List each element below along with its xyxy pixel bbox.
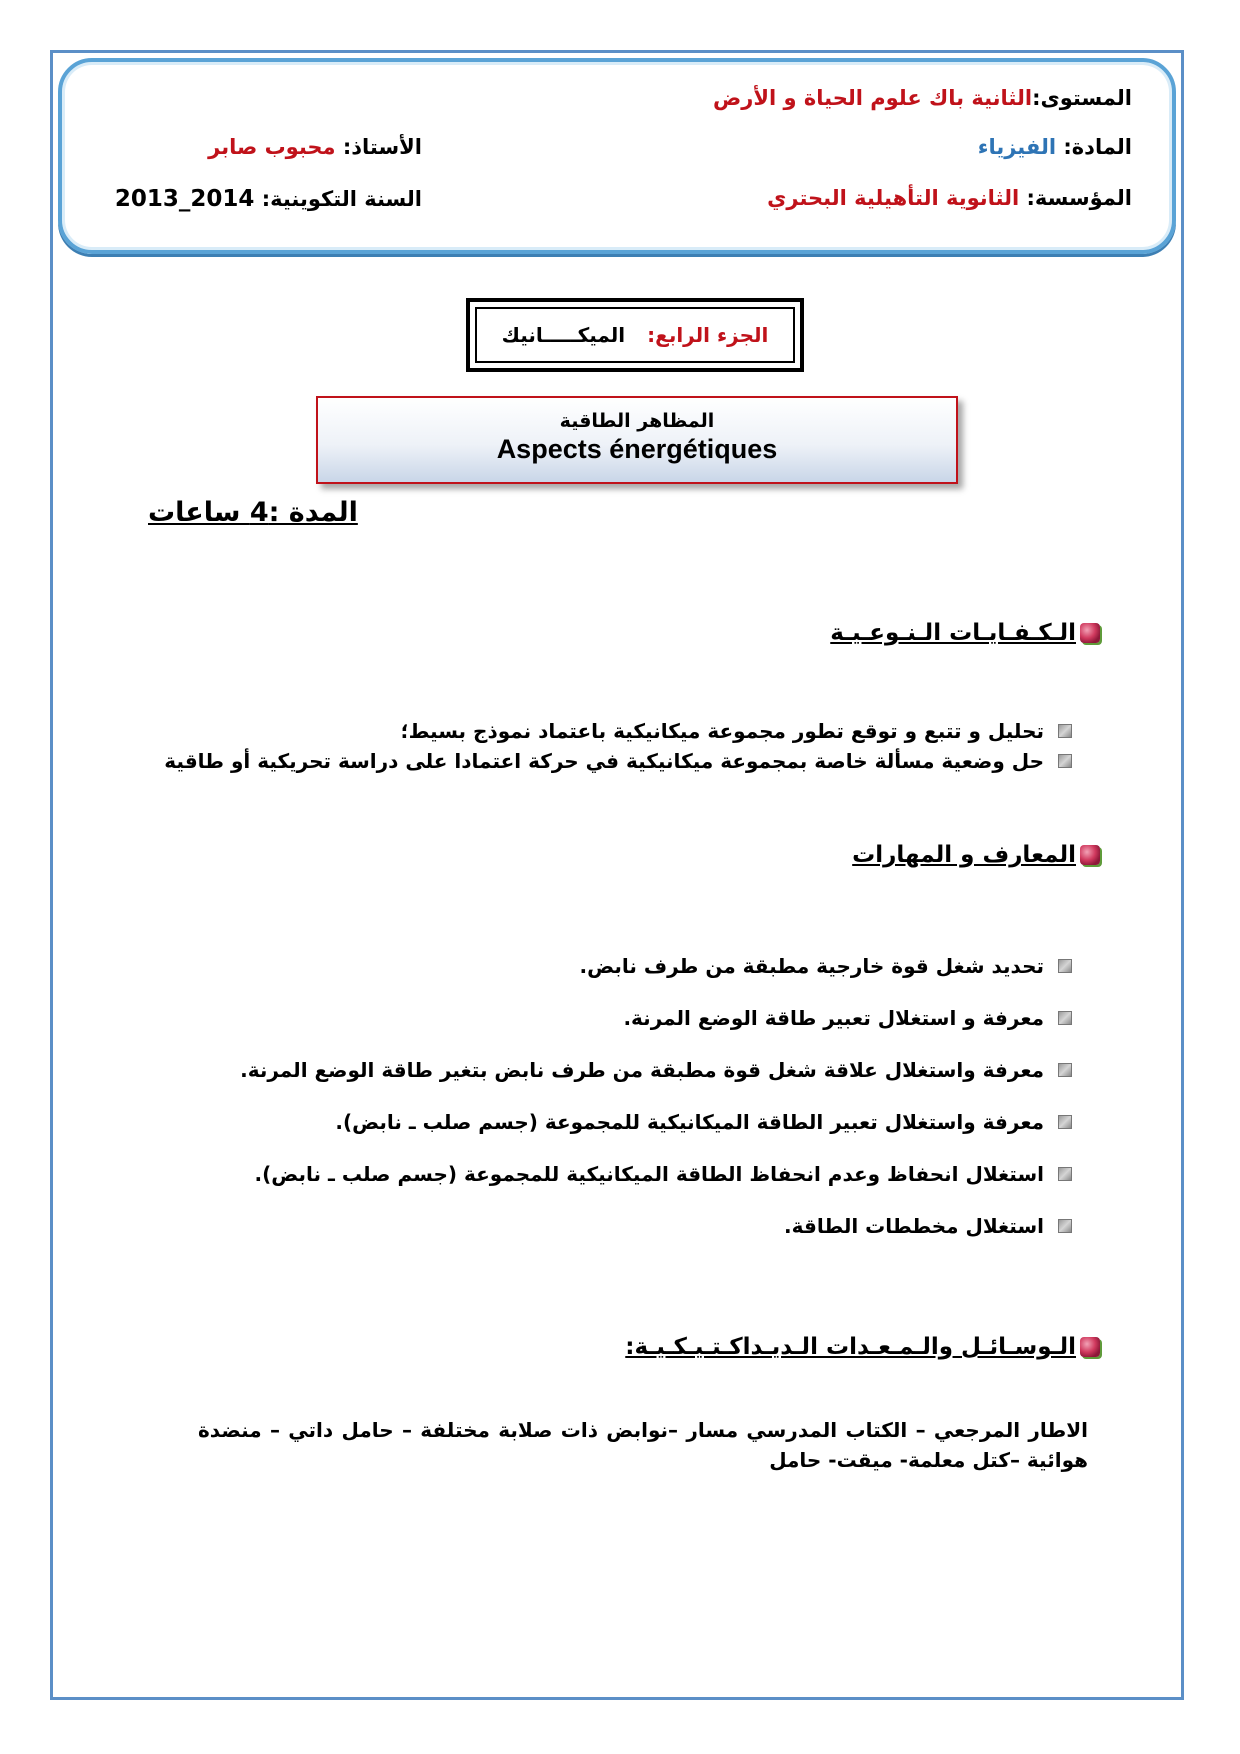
list-item: تحليل و تتبع و توقع تطور مجموعة ميكانيكية باعتماد نموذج بسيط؛ — [164, 716, 1072, 746]
tools-heading — [625, 1334, 1100, 1360]
knowledge-heading — [852, 842, 1100, 868]
square-bullet-icon — [1058, 754, 1072, 768]
square-bullet-icon — [1058, 959, 1072, 973]
part-value: الميكـــــانيك — [501, 323, 626, 347]
teacher-value: محبوب صابر — [208, 135, 336, 159]
part-inner — [475, 307, 795, 363]
square-bullet-icon — [1058, 724, 1072, 738]
tools-title: الـوسـائـل والـمـعـدات الـديـداكـتـيـكـيـة: — [625, 1334, 1076, 1360]
year-value: 2014_2013 — [114, 186, 255, 212]
knowledge-list — [240, 940, 1072, 1252]
square-bullet-icon — [1058, 1011, 1072, 1025]
square-bullet-icon — [1058, 1115, 1072, 1129]
competencies-title: الـكـفـايـات الـنـوعـيـة — [830, 620, 1076, 646]
year-label: السنة التكوينية: — [261, 187, 422, 211]
list-item: استغلال مخططات الطاقة. — [240, 1200, 1072, 1252]
subject-label: المادة: — [1063, 135, 1132, 159]
square-bullet-icon — [1058, 1167, 1072, 1181]
teacher-label: الأستاذ: — [342, 135, 422, 159]
list-item: تحديد شغل قوة خارجية مطبقة من طرف نابض. — [240, 940, 1072, 992]
square-bullet-icon — [1058, 1219, 1072, 1233]
list-item: معرفة و استغلال تعبير طاقة الوضع المرنة. — [240, 992, 1072, 1044]
subject-line — [978, 135, 1132, 159]
level-label: المستوى: — [1032, 86, 1132, 110]
year-line — [115, 186, 422, 212]
lesson-title-arabic: المظاهر الطاقية — [559, 410, 715, 432]
square-bullet-icon — [1058, 1063, 1072, 1077]
competencies-list — [164, 716, 1072, 776]
school-line — [767, 186, 1132, 210]
list-item: استغلال انحفاظ وعدم انحفاظ الطاقة الميكانيكية للمجموعة (جسم صلب ـ نابض). — [240, 1148, 1072, 1200]
list-item: معرفة واستغلال علاقة شغل قوة مطبقة من طرف نابض بتغير طاقة الوضع المرنة. — [240, 1044, 1072, 1096]
lesson-title-french: Aspects énergétiques — [496, 434, 778, 464]
subject-value: الفيزياء — [977, 135, 1057, 159]
tools-text: الاطار المرجعي – الكتاب المدرسي مسار –نوابض ذات صلابة مختلفة – حامل داتي – منضدة هوائية –كتل معلمة- ميقت- حامل — [198, 1418, 1088, 1472]
flower-icon — [1080, 623, 1100, 643]
flower-icon — [1080, 845, 1100, 865]
duration: المدة :4 ساعات — [148, 497, 358, 528]
part-label: الجزء الرابع: — [647, 323, 769, 347]
competencies-heading — [830, 620, 1100, 646]
school-label: المؤسسة: — [1026, 186, 1132, 210]
teacher-line — [208, 135, 422, 159]
knowledge-title: المعارف و المهارات — [852, 842, 1076, 868]
level-line — [713, 86, 1132, 110]
level-value: الثانية باك علوم الحياة و الأرض — [712, 86, 1033, 110]
flower-icon — [1080, 1337, 1100, 1357]
list-item: معرفة واستغلال تعبير الطاقة الميكانيكية للمجموعة (جسم صلب ـ نابض). — [240, 1096, 1072, 1148]
part-box — [466, 298, 804, 372]
list-item: حل وضعية مسألة خاصة بمجموعة ميكانيكية في حركة اعتمادا على دراسة تحريكية أو طاقية — [164, 746, 1072, 776]
lesson-title-box — [316, 396, 958, 484]
school-value: الثانوية التأهيلية البحتري — [767, 186, 1020, 210]
